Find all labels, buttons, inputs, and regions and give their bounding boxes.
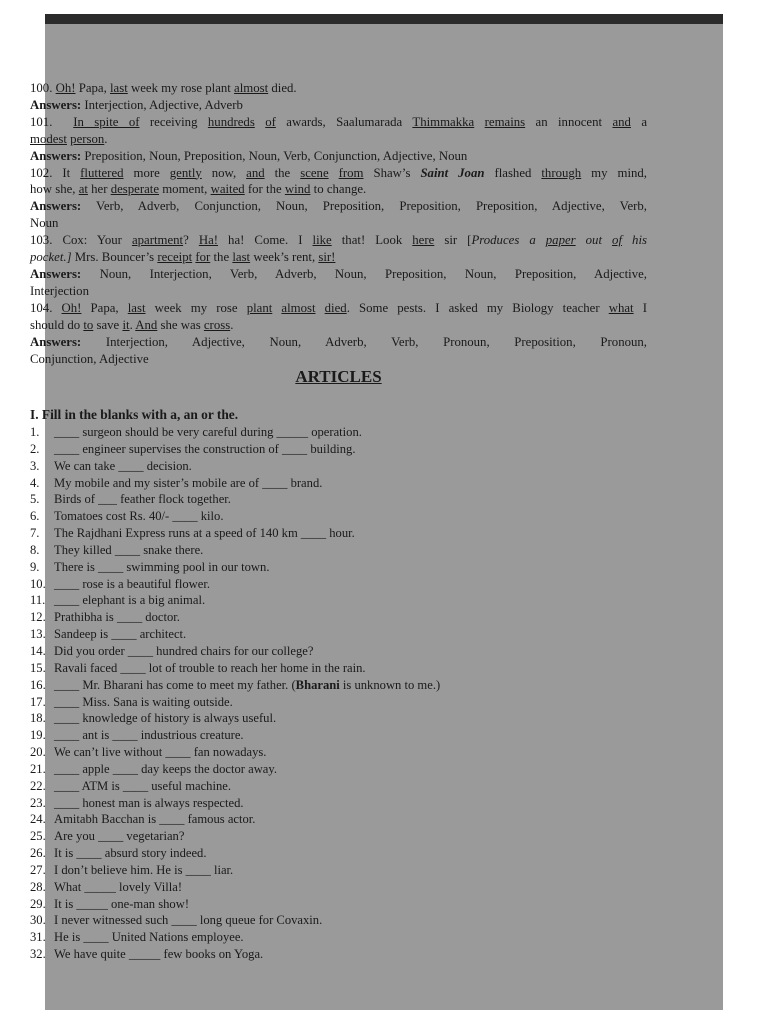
list-item bbox=[30, 795, 647, 812]
item-number: 10. bbox=[30, 576, 46, 591]
question-103-line1: 103. Cox: Your apartment? Ha! ha! Come. I like that! Look here sir [Produces a paper out of his bbox=[30, 233, 647, 248]
item-text bbox=[54, 862, 233, 879]
list-item bbox=[30, 929, 647, 946]
item-number: 25. bbox=[30, 829, 46, 844]
item-text bbox=[54, 912, 322, 929]
list-item bbox=[30, 677, 647, 694]
list-item bbox=[30, 761, 647, 778]
answer-104-cont: Conjunction, Adjective bbox=[30, 351, 149, 366]
item-number: 1. bbox=[30, 425, 40, 439]
item-number: 26. bbox=[30, 846, 46, 861]
list-item bbox=[30, 592, 647, 609]
question-102-line2: how she, at her desperate moment, waited for the wind to change. bbox=[30, 182, 367, 197]
section-heading: I. Fill in the blanks with a, an or the. bbox=[30, 407, 239, 422]
item-number: 30. bbox=[30, 913, 46, 928]
list-item bbox=[30, 896, 647, 913]
item-text bbox=[54, 542, 203, 559]
list-item bbox=[30, 778, 647, 795]
answer-103: Answers: Noun, Interjection, Verb, Adverb, Noun, Preposition, Noun, Preposition, Adjective, bbox=[30, 266, 647, 281]
item-number: 2. bbox=[30, 441, 40, 456]
list-item bbox=[30, 912, 647, 929]
item-text-part: I never witnessed such ____ long queue for Covaxin. bbox=[54, 913, 323, 928]
list-item bbox=[30, 744, 647, 761]
list-item bbox=[30, 576, 647, 593]
item-text bbox=[54, 643, 314, 660]
item-text-part: ____ ant is ____ industrious creature. bbox=[54, 728, 244, 743]
item-number: 31. bbox=[30, 930, 46, 945]
item-text bbox=[54, 475, 322, 492]
item-text-part: is unknown to me.) bbox=[339, 677, 441, 692]
list-item bbox=[30, 946, 647, 963]
item-text bbox=[54, 710, 276, 727]
list-item bbox=[30, 559, 647, 576]
item-text-part: ____ surgeon should be very careful during _____ operation. bbox=[54, 425, 362, 439]
list-item bbox=[30, 694, 647, 711]
list-item bbox=[30, 609, 647, 626]
item-text-part: ____ elephant is a big animal. bbox=[54, 593, 206, 608]
item-text-part: There is ____ swimming pool in our town. bbox=[54, 559, 270, 574]
item-text-part: ____ knowledge of history is always useful. bbox=[54, 711, 277, 726]
answer-104: Answers: Interjection, Adjective, Noun, Adverb, Verb, Pronoun, Preposition, Pronoun, bbox=[30, 334, 647, 349]
item-text-part: Are you ____ vegetarian? bbox=[54, 829, 185, 844]
item-text-part: Amitabh Bacchan is ____ famous actor. bbox=[54, 812, 256, 827]
item-text bbox=[54, 491, 231, 508]
item-text bbox=[54, 795, 244, 812]
item-text bbox=[54, 879, 182, 896]
item-text-part: Sandeep is ____ architect. bbox=[54, 627, 187, 642]
item-text bbox=[54, 778, 231, 795]
item-number: 32. bbox=[30, 947, 46, 962]
item-number: 18. bbox=[30, 711, 46, 726]
answer-102: Answers: Verb, Adverb, Conjunction, Noun, Preposition, Preposition, Preposition, Adjective, Verb, bbox=[30, 199, 647, 214]
list-item bbox=[30, 811, 647, 828]
item-text-part: ____ engineer supervises the construction of ____ building. bbox=[54, 441, 356, 456]
item-number: 14. bbox=[30, 643, 46, 658]
item-text bbox=[54, 694, 233, 711]
item-number: 11. bbox=[30, 593, 46, 608]
articles-exercise-list bbox=[30, 424, 647, 963]
item-number: 13. bbox=[30, 627, 46, 642]
list-item bbox=[30, 643, 647, 660]
articles-heading: ARTICLES bbox=[295, 367, 382, 386]
item-number: 23. bbox=[30, 795, 46, 810]
item-text bbox=[54, 508, 223, 525]
item-text-part: ____ apple ____ day keeps the doctor away. bbox=[54, 761, 278, 776]
list-item bbox=[30, 491, 647, 508]
item-number: 28. bbox=[30, 879, 46, 894]
item-number: 21. bbox=[30, 761, 46, 776]
item-text-part: What _____ lovely Villa! bbox=[54, 879, 183, 894]
list-item bbox=[30, 879, 647, 896]
item-text bbox=[54, 828, 184, 845]
answer-101: Answers: Preposition, Noun, Preposition, Noun, Verb, Conjunction, Adjective, Noun bbox=[30, 148, 468, 163]
item-text bbox=[54, 441, 356, 458]
item-text bbox=[54, 576, 210, 593]
item-text bbox=[54, 727, 244, 744]
item-text bbox=[54, 660, 366, 677]
item-text bbox=[54, 677, 440, 694]
item-number: 17. bbox=[30, 694, 46, 709]
item-text-part: We can’t live without ____ fan nowadays. bbox=[54, 745, 267, 760]
item-text-part: Prathibha is ____ doctor. bbox=[54, 610, 180, 625]
item-number: 12. bbox=[30, 610, 46, 625]
item-text-part: ____ Mr. Bharani has come to meet my father. ( bbox=[54, 677, 296, 692]
list-item bbox=[30, 660, 647, 677]
list-item bbox=[30, 508, 647, 525]
list-item bbox=[30, 710, 647, 727]
item-number: 15. bbox=[30, 660, 46, 675]
list-item bbox=[30, 727, 647, 744]
item-number: 27. bbox=[30, 862, 46, 877]
page-top-bar bbox=[45, 14, 723, 24]
item-text bbox=[54, 761, 277, 778]
item-text-part: It is _____ one-man show! bbox=[54, 896, 190, 911]
item-number: 7. bbox=[30, 526, 40, 541]
item-text-part: It is ____ absurd story indeed. bbox=[54, 846, 207, 861]
answer-102-cont: Noun bbox=[30, 216, 59, 231]
item-text-part: Did you order ____ hundred chairs for our college? bbox=[54, 643, 314, 658]
item-text-part: I don’t believe him. He is ____ liar. bbox=[54, 862, 234, 877]
list-item bbox=[30, 525, 647, 542]
item-text bbox=[54, 946, 263, 963]
question-103-line2: pocket.] Mrs. Bouncer’s receipt for the last week’s rent, sir! bbox=[30, 250, 336, 265]
item-number: 19. bbox=[30, 728, 46, 743]
item-text-part: ____ Miss. Sana is waiting outside. bbox=[54, 694, 233, 709]
question-102-line1: 102. It fluttered more gently now, and the scene from Shaw’s Saint Joan flashed through my mind, bbox=[30, 165, 647, 180]
answers-block bbox=[30, 80, 647, 367]
item-number: 4. bbox=[30, 475, 40, 490]
list-item bbox=[30, 845, 647, 862]
item-text-part: ____ ATM is ____ useful machine. bbox=[54, 778, 231, 793]
item-number: 24. bbox=[30, 812, 46, 827]
item-text bbox=[54, 626, 186, 643]
item-text bbox=[54, 929, 244, 946]
item-text-part: The Rajdhani Express runs at a speed of 140 km ____ hour. bbox=[54, 526, 355, 541]
item-number: 6. bbox=[30, 509, 40, 524]
item-number: 9. bbox=[30, 559, 40, 574]
question-101-line2: modest person. bbox=[30, 131, 108, 146]
item-text bbox=[54, 744, 266, 761]
item-text bbox=[54, 424, 362, 441]
list-item bbox=[30, 458, 647, 475]
item-text-part: ____ rose is a beautiful flower. bbox=[54, 576, 210, 591]
item-text bbox=[54, 609, 180, 626]
item-number: 8. bbox=[30, 542, 40, 557]
item-number: 29. bbox=[30, 896, 46, 911]
item-number: 5. bbox=[30, 492, 40, 507]
item-number: 22. bbox=[30, 778, 46, 793]
item-number: 20. bbox=[30, 745, 46, 760]
item-text-part: We have quite _____ few books on Yoga. bbox=[54, 947, 264, 962]
item-text bbox=[54, 592, 205, 609]
item-text bbox=[54, 896, 189, 913]
item-text bbox=[54, 845, 207, 862]
question-101-line1: 101. In spite of receiving hundreds of awards, Saalumarada Thimmakka remains an innocent and a bbox=[30, 114, 648, 129]
list-item bbox=[30, 424, 647, 441]
list-item bbox=[30, 862, 647, 879]
item-text-part: Ravali faced ____ lot of trouble to reach her home in the rain. bbox=[54, 660, 366, 675]
item-number: 16. bbox=[30, 677, 46, 692]
item-text-part: My mobile and my sister’s mobile are of ____ brand. bbox=[54, 475, 323, 490]
list-item bbox=[30, 828, 647, 845]
item-text bbox=[54, 525, 355, 542]
item-text-part: He is ____ United Nations employee. bbox=[54, 930, 244, 945]
item-text bbox=[54, 559, 269, 576]
question-100: 100. Oh! Papa, last week my rose plant almost died. bbox=[30, 81, 297, 95]
answer-100: Answers: Interjection, Adjective, Adverb bbox=[30, 97, 243, 112]
list-item bbox=[30, 542, 647, 559]
item-bold-word: Bharani bbox=[295, 677, 340, 692]
item-text-part: Tomatoes cost Rs. 40/- ____ kilo. bbox=[54, 509, 224, 524]
item-text bbox=[54, 811, 255, 828]
list-item bbox=[30, 475, 647, 492]
question-104-line1: 104. Oh! Papa, last week my rose plant almost died. Some pests. I asked my Biology teacher what I bbox=[30, 300, 647, 315]
item-text-part: Birds of ___ feather flock together. bbox=[54, 492, 231, 507]
answer-103-cont: Interjection bbox=[30, 283, 89, 298]
list-item bbox=[30, 626, 647, 643]
item-text-part: They killed ____ snake there. bbox=[54, 542, 204, 557]
item-number: 3. bbox=[30, 458, 40, 473]
item-text-part: We can take ____ decision. bbox=[54, 458, 192, 473]
item-text bbox=[54, 458, 192, 475]
question-104-line2: should do to save it. And she was cross. bbox=[30, 317, 234, 332]
item-text-part: ____ honest man is always respected. bbox=[54, 795, 244, 810]
list-item bbox=[30, 441, 647, 458]
